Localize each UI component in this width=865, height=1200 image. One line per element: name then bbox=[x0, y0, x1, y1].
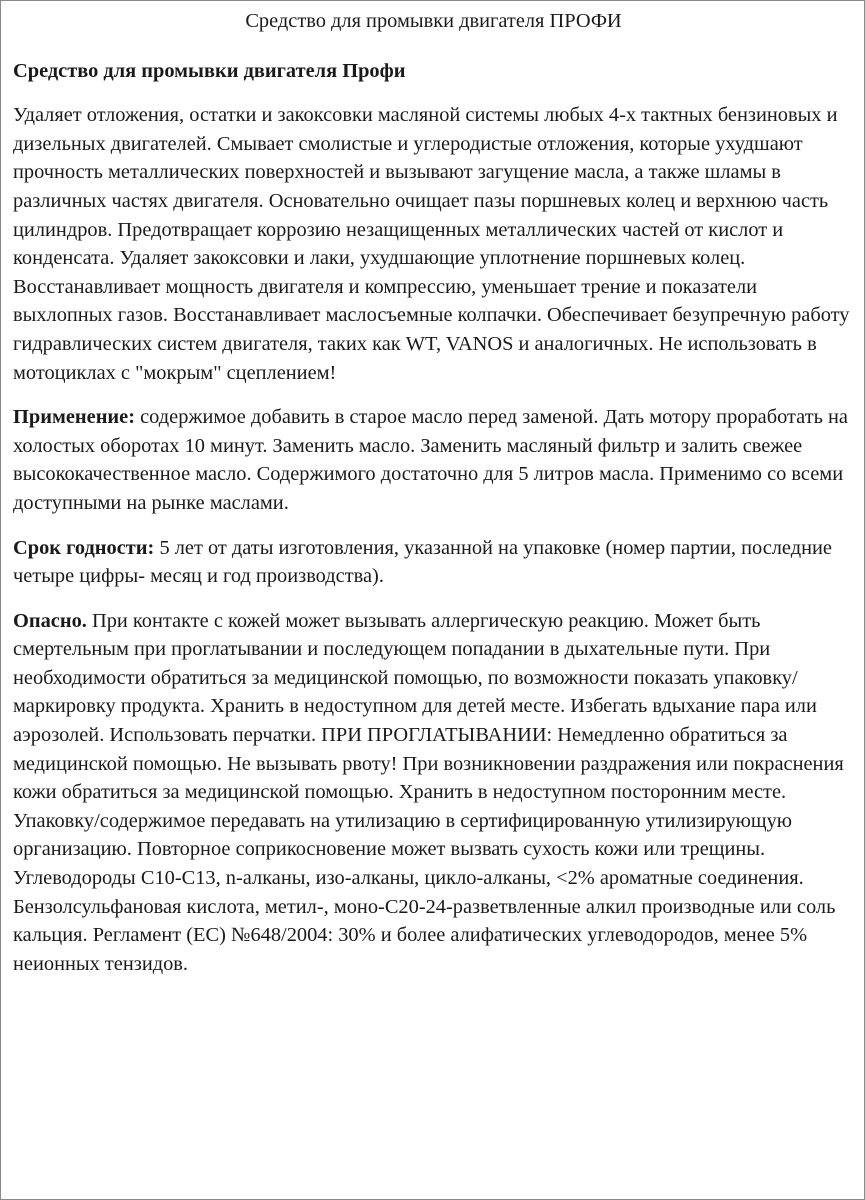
danger-label: Опасно. bbox=[13, 609, 87, 632]
usage-paragraph bbox=[13, 403, 854, 517]
description-paragraph: Удаляет отложения, остатки и закоксовки масляной системы любых 4-х тактных бензиновых и дизельных двигателей. Смывает смолистые и углеродистые отложения, которые ухудшают прочность металлических поверхностей и вызывают загущение масла, а также шламы в различных частях двигателя. Основательно очищает пазы поршневых колец и верхнюю часть цилиндров. Предотвращает коррозию незащищенных металлических частей от кислот и конденсата. Удаляет закоксовки и лаки, ухудшающие уплотнение поршневых колец. Восстанавливает мощность двигателя и компрессию, уменьшает трение и показатели выхлопных газов. Восстанавливает маслосъемные колпачки. Обеспечивает безупречную работу гидравлических систем двигателя, таких как WT, VANOS и аналогичных. Не использовать в мотоциклах с "мокрым" сцеплением! bbox=[13, 104, 850, 384]
usage-text: содержимое добавить в старое масло перед заменой. Дать мотору проработать на холостых оборотах 10 минут. Заменить масло. Заменить масляный фильтр и залить свежее высококачественное масло. Содержимого достаточно для 5 литров масла. Применимо со всеми доступными на рынке маслами. bbox=[13, 406, 848, 514]
danger-paragraph bbox=[13, 607, 854, 979]
shelf-life-label: Срок годности: bbox=[13, 536, 155, 559]
product-heading: Средство для промывки двигателя Профи bbox=[13, 59, 406, 82]
danger-text: При контакте с кожей может вызывать аллергическую реакцию. Может быть смертельным при проглатывании и последующем попадании в дыхательные пути. При необходимости обратиться за медицинской помощью, по возможности показать упаковку/маркировку продукта. Хранить в недоступном для детей месте. Избегать вдыхание пара или аэрозолей. Использовать перчатки. ПРИ ПРОГЛАТЫВАНИИ: Немедленно обратиться за медицинской помощью. Не вызывать рвоту! При возникновении раздражения или покраснения кожи обратиться за медицинской помощью. Хранить в недоступном посторонним месте. Упаковку/содержимое передавать на утилизацию в сертифицированную утилизирующую организацию. Повторное соприкосновение может вызвать сухость кожи или трещины. Углеводороды С10-С13, n-алканы, изо-алканы, цикло-алканы, <2% ароматные соединения. Бензолсульфановая кислота, метил-, моно-С20-24-разветвленные алкил производные или соль кальция. Регламент (ЕС) №648/2004: 30% и более алифатических углеводородов, менее 5% неионных тензидов. bbox=[13, 609, 844, 975]
document-title: Средство для промывки двигателя ПРОФИ bbox=[245, 10, 622, 32]
shelf-life-paragraph bbox=[13, 534, 854, 591]
usage-label: Применение: bbox=[13, 406, 136, 429]
shelf-life-text: 5 лет от даты изготовления, указанной на упаковке (номер партии, последние четыре цифры- месяц и год производства). bbox=[13, 536, 832, 588]
